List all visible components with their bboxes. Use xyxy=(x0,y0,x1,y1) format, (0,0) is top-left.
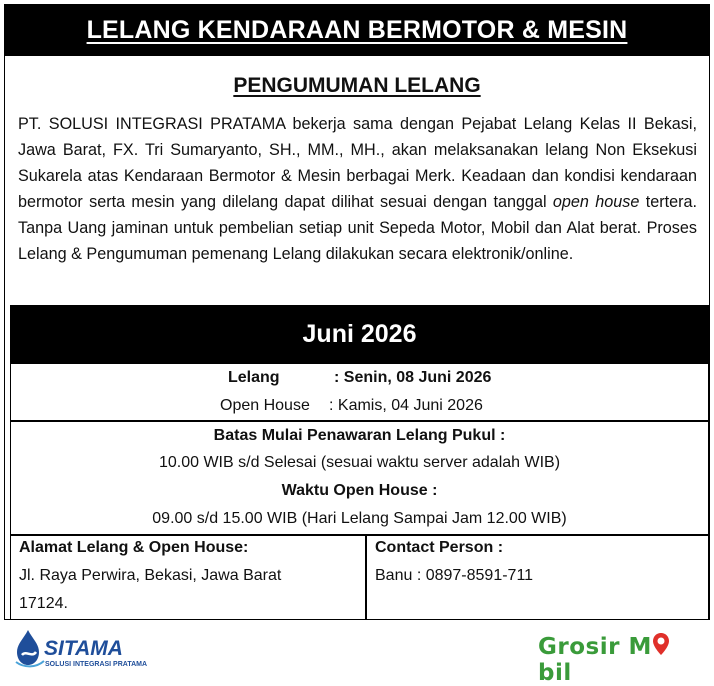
announcement-paragraph xyxy=(18,111,697,267)
address-title: Alamat Lelang & Open House: xyxy=(19,539,249,556)
month-title: Juni 2026 xyxy=(302,319,417,348)
grosir-mobil-wordmark xyxy=(538,630,703,686)
wordmark-part-b: bil xyxy=(538,660,572,686)
openhouse-date: : Kamis, 04 Juni 2026 xyxy=(329,397,483,414)
grosir-mobil-logo xyxy=(538,630,703,686)
openhouse-time-title: Waktu Open House : xyxy=(281,482,438,499)
sitama-wordmark: SITAMA xyxy=(44,637,123,660)
announcement-title: PENGUMUMAN LELANG xyxy=(233,74,481,97)
offer-time-value: 10.00 WIB s/d Selesai (sesuai waktu server adalah WIB) xyxy=(158,454,561,471)
header-banner xyxy=(4,4,710,56)
openhouse-label: Open House xyxy=(220,397,310,414)
contact-title: Contact Person : xyxy=(375,539,504,556)
address-box xyxy=(10,535,366,620)
address-line-1: Jl. Raya Perwira, Bekasi, Jawa Barat xyxy=(19,567,282,584)
wordmark-part-a: Grosir M xyxy=(538,634,652,660)
address-line-2: 17124. xyxy=(19,595,68,612)
sitama-drop-icon xyxy=(14,628,154,670)
lelang-date: : Senin, 08 Juni 2026 xyxy=(334,369,492,386)
paragraph-part-2: tertera. Tanpa Uang jaminan untuk pembelian setiap unit Sepeda Motor, Mobil dan Alat berat. Proses Lelang & Pengumuman pemenang Lelang dilakukan secara elektronik/online. xyxy=(18,193,697,263)
openhouse-time-value: 09.00 s/d 15.00 WIB (Hari Lelang Sampai Jam 12.00 WIB) xyxy=(152,510,567,527)
sitama-logo xyxy=(14,628,154,670)
schedule-box xyxy=(10,363,709,421)
sitama-tagline: SOLUSI INTEGRASI PRATAMA xyxy=(45,661,148,668)
paragraph-part-1: PT. SOLUSI INTEGRASI PRATAMA bekerja sama dengan Pejabat Lelang Kelas II Bekasi, Jawa Barat, FX. Tri Sumaryanto, SH., MM., MH., akan melaksanakan lelang Non Eksekusi Sukarela atas Kendaraan Bermotor & Mesin berbagai Merk. Keadaan dan kondisi kendaraan bermotor serta mesin yang dilelang dapat dilihat sesuai dengan tanggal xyxy=(18,115,697,211)
paragraph-italic: open house xyxy=(552,193,640,211)
header-title: LELANG KENDARAAN BERMOTOR & MESIN xyxy=(86,15,628,44)
contact-box xyxy=(366,535,709,620)
offer-time-title: Batas Mulai Penawaran Lelang Pukul : xyxy=(213,427,506,444)
lelang-label: Lelang xyxy=(228,369,280,386)
times-box xyxy=(10,421,709,535)
map-pin-icon xyxy=(652,632,670,662)
contact-value: Banu : 0897-8591-711 xyxy=(375,567,534,584)
month-banner xyxy=(10,305,709,363)
